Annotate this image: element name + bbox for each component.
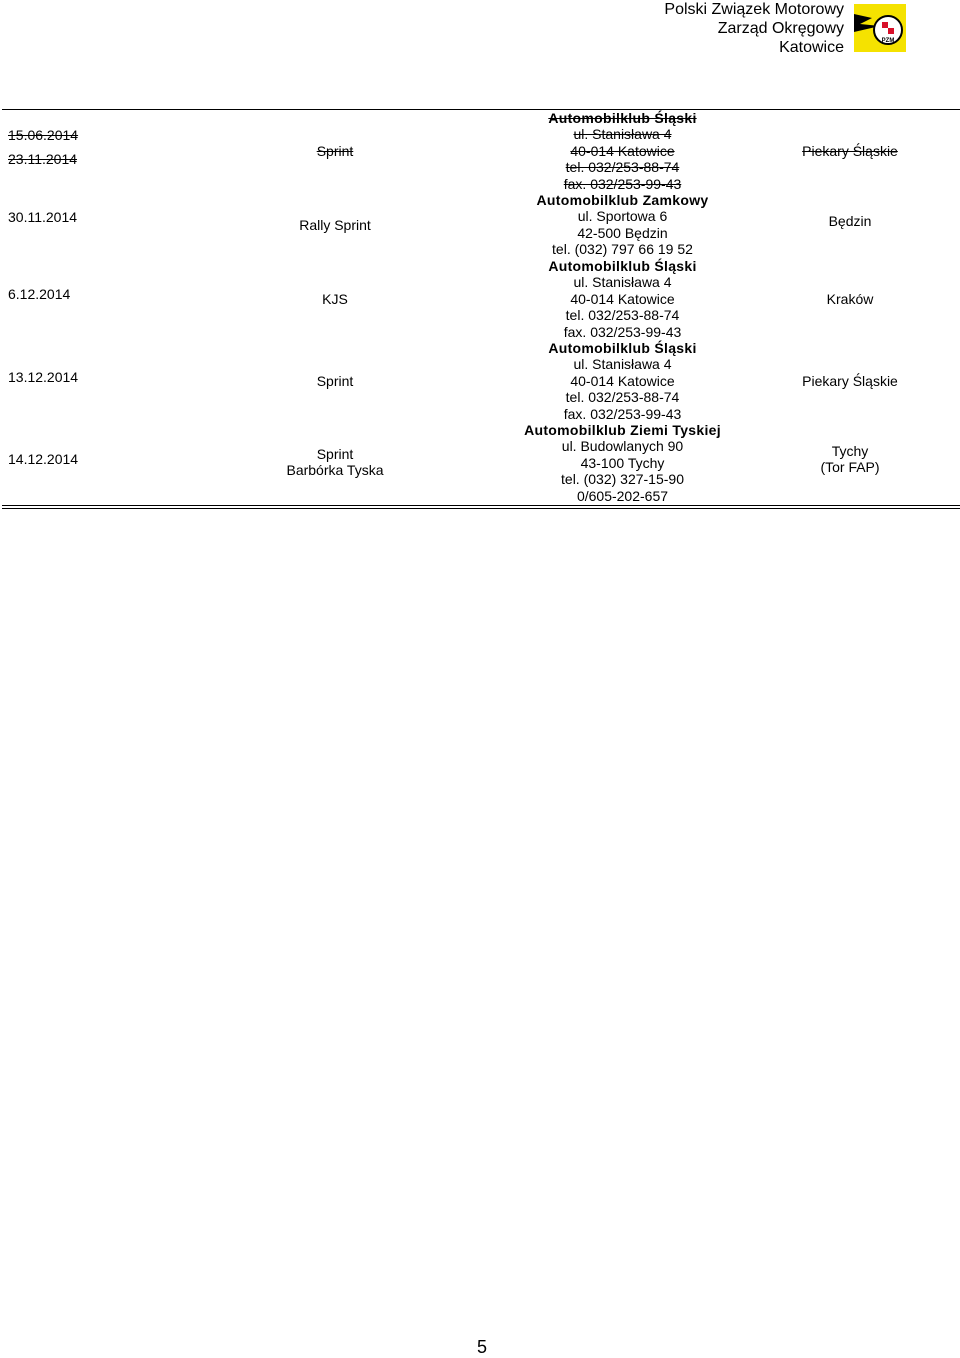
organizer-detail: fax. 032/253-99-43 [563, 323, 682, 340]
event-date: 13.12.2014 [8, 369, 79, 385]
row-1-type [255, 143, 415, 159]
organizer-name: Automobilklub Śląski [548, 340, 697, 356]
header-organization [444, 0, 844, 57]
organizer-detail: tel. 032/253-88-74 [565, 389, 680, 406]
row-1-organizer [500, 110, 745, 192]
table-bottom-rule [2, 508, 960, 509]
organizer-detail: tel. 032/253-88-74 [565, 307, 680, 324]
organizer-detail: fax. 032/253-99-43 [563, 175, 682, 192]
row-4-dates [8, 369, 78, 385]
organizer-detail: 42-500 Będzin [577, 224, 668, 241]
row-4-organizer [500, 340, 745, 422]
page-number: 5 [476, 1337, 487, 1357]
row-5-organizer [500, 422, 745, 504]
event-type: Sprint [316, 143, 354, 159]
event-place: Piekary Śląskie [802, 373, 898, 389]
row-4-type [255, 373, 415, 389]
event-date: 15.06.2014 [8, 127, 79, 143]
event-type: Sprint [316, 373, 354, 389]
table-top-rule [2, 109, 960, 110]
organizer-detail: ul. Stanisława 4 [573, 126, 672, 143]
row-2-dates [8, 209, 77, 225]
row-1-dates [8, 127, 78, 168]
organizer-detail: ul. Budowlanych 90 [561, 438, 684, 455]
row-1-place [770, 143, 930, 159]
organizer-detail: ul. Stanisława 4 [573, 274, 672, 291]
organizer-detail: tel. (032) 797 66 19 52 [552, 241, 693, 258]
organizer-name: Automobilklub Ziemi Tyskiej [524, 422, 721, 438]
event-type: Barbórka Tyska [286, 462, 384, 479]
event-type: Sprint [316, 446, 354, 462]
event-place: (Tor FAP) [820, 459, 880, 476]
event-date: 23.11.2014 [8, 151, 78, 168]
row-2-place [770, 213, 930, 229]
header-line: Katowice [779, 39, 844, 56]
event-place: Będzin [828, 213, 872, 229]
organizer-detail: 0/605-202-657 [576, 487, 669, 504]
header-line: Polski Związek Motorowy [664, 1, 844, 18]
row-2-type [255, 217, 415, 233]
organizer-detail: tel. 032/253-88-74 [565, 159, 680, 176]
row-5-dates [8, 451, 78, 467]
logo-checker [882, 22, 894, 34]
event-type: KJS [322, 291, 348, 307]
organizer-detail: 40-014 Katowice [570, 290, 675, 307]
row-5-place [770, 443, 930, 476]
row-3-place [770, 291, 930, 307]
logo-text: PZM [881, 38, 895, 44]
pzm-logo [850, 4, 908, 52]
row-2-organizer [500, 192, 745, 258]
row-5-type [255, 446, 415, 479]
header-line: Zarząd Okręgowy [717, 20, 844, 37]
row-3-organizer [500, 258, 745, 340]
event-date: 30.11.2014 [8, 209, 78, 225]
organizer-name: Automobilklub Śląski [548, 258, 697, 274]
event-date: 14.12.2014 [8, 451, 79, 467]
organizer-detail: 40-014 Katowice [570, 372, 675, 389]
event-place: Piekary Śląskie [802, 143, 898, 159]
event-date: 6.12.2014 [8, 286, 71, 302]
organizer-detail: fax. 032/253-99-43 [563, 405, 682, 422]
organizer-detail: 40-014 Katowice [570, 142, 675, 159]
organizer-detail: tel. (032) 327-15-90 [561, 471, 684, 488]
organizer-detail: ul. Sportowa 6 [577, 208, 668, 225]
organizer-detail: 43-100 Tychy [580, 454, 665, 471]
event-type: Rally Sprint [299, 217, 371, 233]
organizer-name: Automobilklub Zamkowy [536, 192, 709, 208]
row-4-place [770, 373, 930, 389]
event-place: Tychy [831, 443, 869, 459]
event-place: Kraków [826, 291, 874, 307]
row-3-type [255, 291, 415, 307]
organizer-name: Automobilklub Śląski [548, 110, 697, 126]
row-3-dates [8, 286, 70, 302]
table-bottom-rule [2, 505, 960, 506]
organizer-detail: ul. Stanisława 4 [573, 356, 672, 373]
